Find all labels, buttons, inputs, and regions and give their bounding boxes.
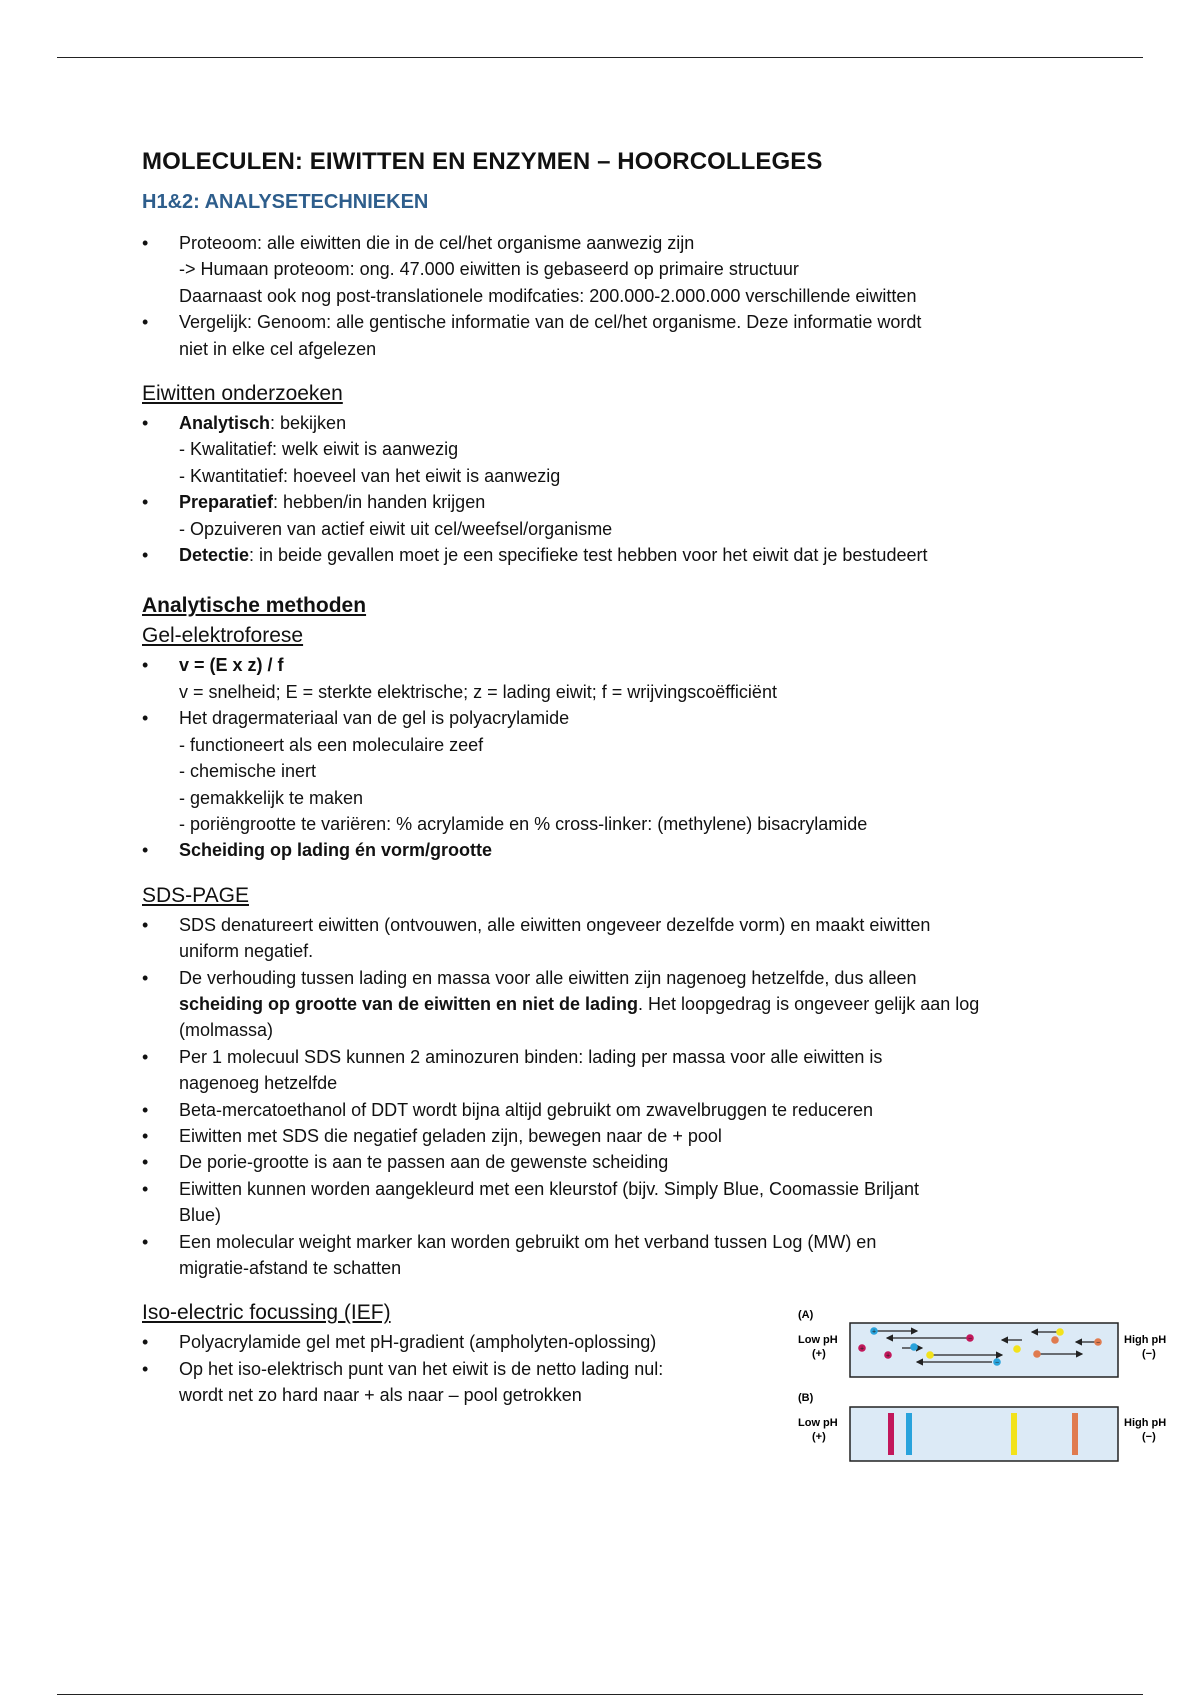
- text-line: Blue): [179, 1205, 222, 1226]
- list-item: [142, 542, 1067, 568]
- high-ph-label-b: High pH: [1124, 1417, 1167, 1430]
- onderzoeken-list: [142, 410, 1067, 568]
- text-line: v = snelheid; E = sterkte elektrische; z = lading eiwit; f = wrijvingscoëfficiënt: [179, 681, 777, 702]
- text-line: (molmassa): [179, 1020, 274, 1041]
- list-item: [142, 1229, 1067, 1282]
- protein-dot: [1051, 1337, 1059, 1345]
- chapter-heading: H1&2: ANALYSETECHNIEKEN: [142, 191, 429, 213]
- minus-label-b: (−): [1142, 1431, 1156, 1444]
- text-line: - functioneert als een moleculaire zeef: [179, 734, 484, 755]
- list-item: [142, 912, 1067, 965]
- list-item: [142, 705, 1067, 837]
- list-item: [142, 1097, 1067, 1123]
- text-line: - Opzuiveren van actief eiwit uit cel/weefsel/organisme: [179, 518, 613, 539]
- document-title: MOLECULEN: EIWITTEN EN ENZYMEN – HOORCOLLEGES: [142, 148, 823, 175]
- gel-list: [142, 652, 1067, 863]
- text-span: : bekijken: [270, 413, 347, 434]
- band-magenta: [888, 1413, 894, 1455]
- list-item: [142, 489, 1067, 542]
- protein-dot: [1013, 1346, 1021, 1354]
- sds-list: [142, 912, 1067, 1282]
- plus-label-a: (+): [812, 1348, 826, 1361]
- text-line: • Per 1 molecuul SDS kunnen 2 aminozuren binden: lading per massa voor alle eiwitten is: [179, 1046, 883, 1067]
- section-title-ief: Iso-electric focussing (IEF): [142, 1301, 391, 1325]
- text-line: • De porie-grootte is aan te passen aan de gewenste scheiding: [179, 1152, 669, 1173]
- protein-dot: [926, 1352, 934, 1360]
- text-line: -> Humaan proteoom: ong. 47.000 eiwitten is gebaseerd op primaire structuur: [179, 259, 799, 280]
- minus-label-a: (−): [1142, 1348, 1156, 1361]
- list-item: [142, 1044, 1067, 1097]
- text-line: - gemakkelijk te maken: [179, 787, 364, 808]
- ief-figure: [792, 1307, 1182, 1477]
- top-rule: [57, 57, 1143, 58]
- list-item: [142, 652, 1067, 705]
- section-title-gel-elektroforese: Gel-elektroforese: [142, 624, 304, 648]
- text-line: • Beta-mercatoethanol of DDT wordt bijna altijd gebruikt om zwavelbruggen te reduceren: [179, 1099, 874, 1120]
- bold-term: Preparatief: [179, 492, 274, 513]
- text-line: • Een molecular weight marker kan worden gebruikt om het verband tussen Log (MW) en: [179, 1231, 877, 1252]
- charge-sign: −: [1095, 1339, 1101, 1347]
- text-line: - Kwantitatief: hoeveel van het eiwit is aanwezig: [179, 465, 561, 486]
- text-line: nagenoeg hetzelfde: [179, 1073, 338, 1094]
- text-line: • Polyacrylamide gel met pH-gradient (ampholyten-oplossing): [179, 1332, 657, 1353]
- text-line: migratie-afstand te schatten: [179, 1258, 402, 1278]
- section-title-analytische-methoden: Analytische methoden: [142, 594, 367, 618]
- low-ph-label-a: Low pH: [798, 1334, 838, 1347]
- list-item: [142, 230, 1067, 309]
- section-title-sds-page: SDS-PAGE: [142, 883, 249, 907]
- bold-term: Detectie: [179, 545, 250, 566]
- list-item: [142, 1176, 1067, 1229]
- document-page: [142, 140, 1167, 1444]
- charge-sign: −: [967, 1335, 973, 1343]
- list-item: [142, 965, 1067, 1044]
- band-orange: [1072, 1413, 1078, 1455]
- protein-dot: [1056, 1329, 1064, 1337]
- section-title-eiwitten-onderzoeken: Eiwitten onderzoeken: [142, 382, 343, 406]
- panel-b-label: (B): [798, 1392, 814, 1405]
- text-line: • Het dragermateriaal van de gel is polyacrylamide: [179, 708, 570, 729]
- text-line: - poriëngrootte te variëren: % acrylamide en % cross-linker: (methylene) bisacrylamide: [179, 813, 868, 834]
- protein-dot: [910, 1344, 918, 1352]
- charge-sign: +: [859, 1345, 865, 1353]
- text-line: - Kwalitatief: welk eiwit is aanwezig: [179, 439, 459, 460]
- list-item: [142, 837, 1067, 863]
- text-span: . Het loopgedrag is ongeveer gelijk aan log: [638, 993, 980, 1014]
- text-line: • De verhouding tussen lading en massa voor alle eiwitten zijn nagenoeg hetzelfde, dus alleen: [179, 967, 917, 988]
- text-line: • Eiwitten met SDS die negatief geladen zijn, bewegen naar de + pool: [179, 1125, 722, 1146]
- text-line: Daarnaast ook nog post-translationele modifcaties: 200.000-2.000.000 verschillende eiwitten: [179, 285, 917, 306]
- charge-sign: −: [994, 1359, 1000, 1367]
- list-item: [142, 410, 1067, 489]
- text-line: wordt net zo hard naar + als naar – pool getrokken: [179, 1385, 582, 1406]
- list-item: [142, 1123, 1067, 1149]
- text-line: • Eiwitten kunnen worden aangekleurd met een kleurstof (bijv. Simply Blue, Coomassie Briljant: [179, 1178, 920, 1199]
- intro-list: [142, 230, 1067, 362]
- band-yellow: [1011, 1413, 1017, 1455]
- list-item: [142, 309, 1067, 362]
- text-line: • Proteoom: alle eiwitten die in de cel/het organisme aanwezig zijn: [179, 233, 695, 253]
- text-line: • Vergelijk: Genoom: alle gentische informatie van de cel/het organisme. Deze informatie wordt: [179, 312, 922, 333]
- low-ph-label-b: Low pH: [798, 1417, 838, 1430]
- plus-label-b: (+): [812, 1431, 826, 1444]
- high-ph-label-a: High pH: [1124, 1334, 1167, 1347]
- formula: • v = (E x z) / f: [179, 655, 284, 676]
- band-blue: [906, 1413, 912, 1455]
- text-line: - chemische inert: [179, 761, 317, 782]
- bold-term: scheiding op grootte van de eiwitten en niet de lading: [179, 993, 639, 1014]
- text-line: • Scheiding op lading én vorm/grootte: [179, 840, 493, 861]
- text-line: niet in elke cel afgelezen: [179, 338, 377, 359]
- list-item: [142, 1149, 1067, 1175]
- text-line: • SDS denatureert eiwitten (ontvouwen, alle eiwitten ongeveer dezelfde vorm) en maakt eiwitten: [179, 914, 931, 935]
- charge-sign: +: [871, 1328, 877, 1336]
- bold-term: Analytisch: [179, 413, 271, 434]
- bottom-rule: [57, 1694, 1143, 1695]
- text-line: uniform negatief.: [179, 941, 314, 962]
- protein-dot: [1033, 1351, 1041, 1359]
- charge-sign: +: [885, 1352, 891, 1360]
- text-span: : hebben/in handen krijgen: [273, 492, 486, 513]
- text-line: • Op het iso-elektrisch punt van het eiwit is de netto lading nul:: [179, 1358, 664, 1379]
- panel-a-label: (A): [798, 1309, 814, 1322]
- text-span: : in beide gevallen moet je een specifieke test hebben voor het eiwit dat je bestudeert: [249, 545, 928, 566]
